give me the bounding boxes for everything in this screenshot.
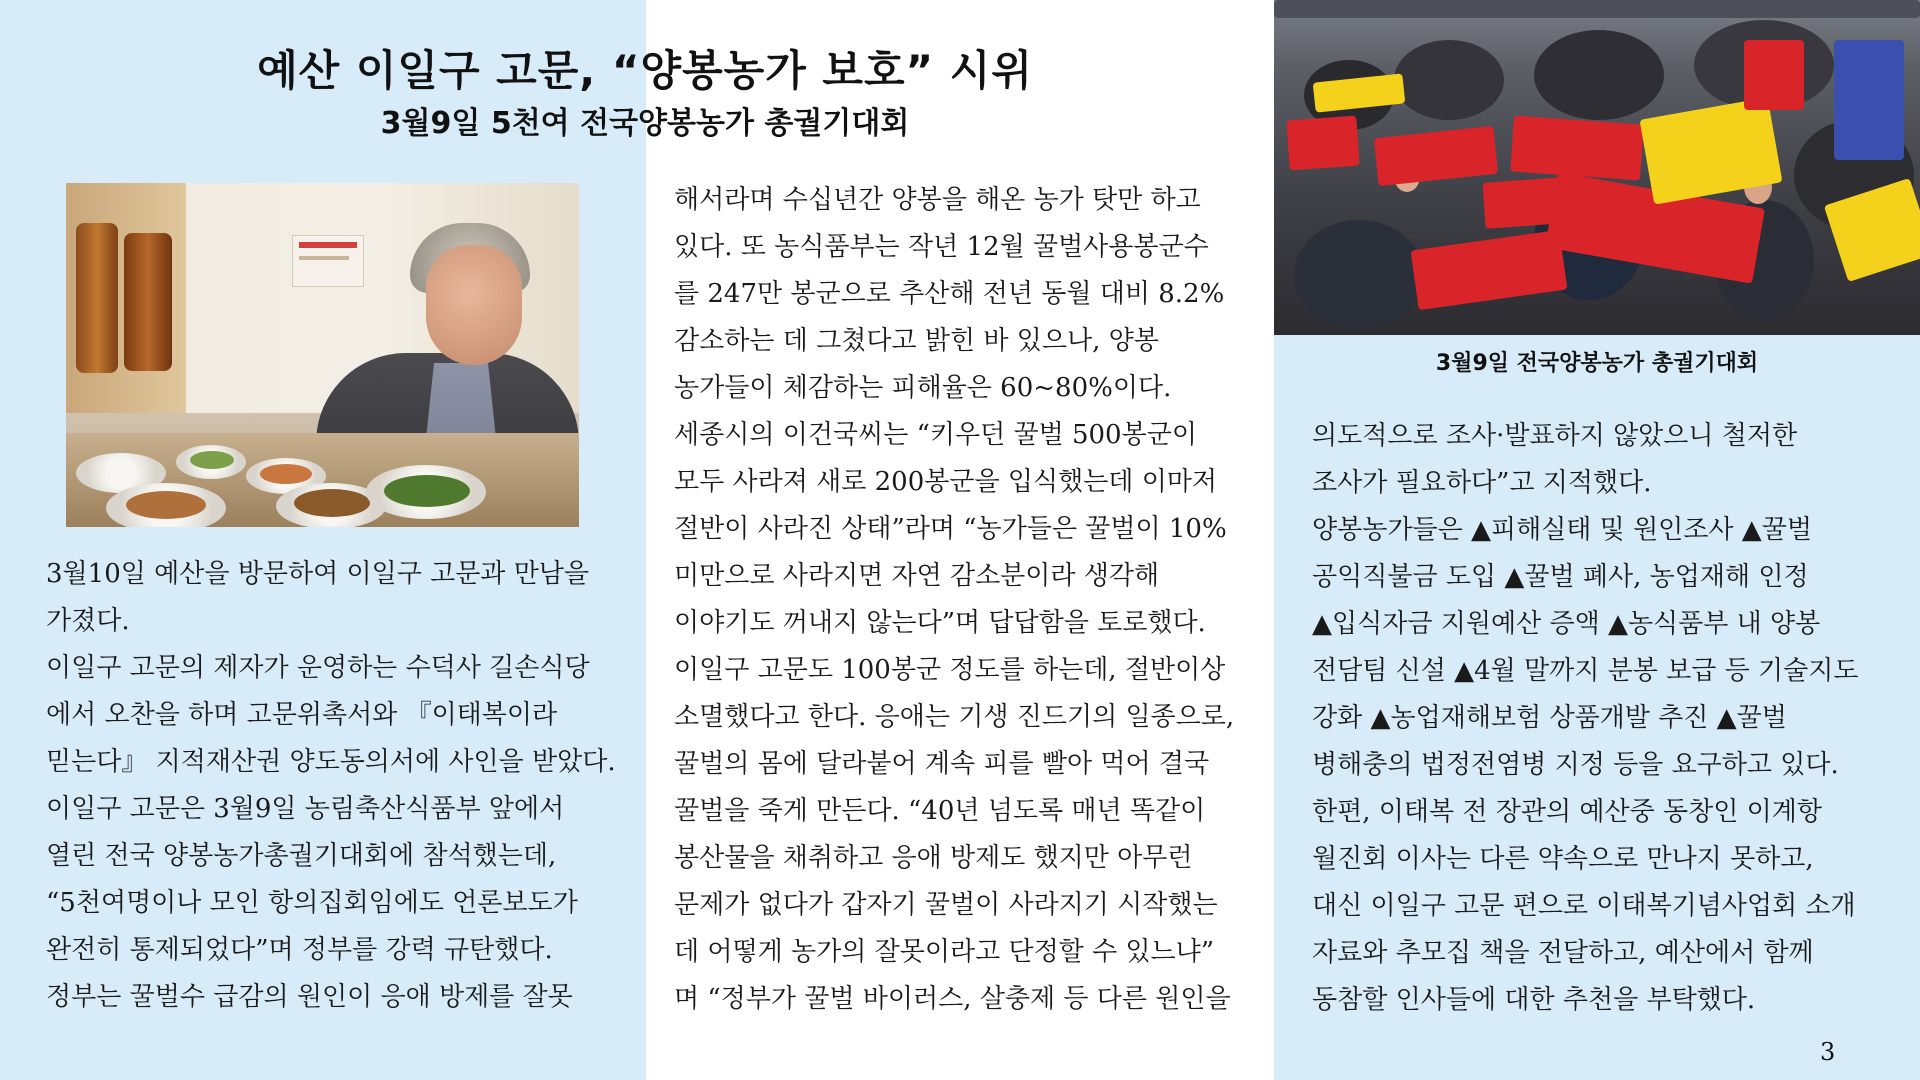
text-line: 소멸했다고 한다. 응애는 기생 진드기의 일종으로, xyxy=(674,702,1235,732)
photo-food xyxy=(260,464,312,484)
text-line: 대신 이일구 고문 편으로 이태복기념사업회 소개 xyxy=(1312,891,1856,921)
text-line: 문제가 없다가 갑자기 꿀벌이 사라지기 시작했는 xyxy=(674,890,1218,920)
article-headline: 예산 이일구 고문, “양봉농가 보호” 시위 xyxy=(257,46,1033,95)
text-line: 이야기도 꺼내지 않는다”며 답답함을 토로했다. xyxy=(674,608,1206,638)
protest-sign xyxy=(1411,230,1568,310)
text-line: 이일구 고문은 3월9일 농림축산식품부 앞에서 xyxy=(46,794,565,824)
text-line: 농가들이 체감하는 피해율은 60~80%이다. xyxy=(674,373,1172,403)
text-line: 며 “정부가 꿀벌 바이러스, 살충제 등 다른 원인을 xyxy=(674,984,1231,1014)
text-line: 의도적으로 조사·발표하지 않았으니 철저한 xyxy=(1312,421,1798,451)
page-number: 3 xyxy=(1820,1038,1836,1066)
portrait-photo xyxy=(66,183,579,527)
text-line: 데 어떻게 농가의 잘못이라고 단정할 수 있느냐” xyxy=(674,937,1215,967)
article-column-2 xyxy=(674,177,1264,1023)
text-line: 공익직불금 도입 ▲꿀벌 폐사, 농업재해 인정 xyxy=(1312,562,1809,592)
text-line: 정부는 꿀벌수 급감의 원인이 응애 방제를 잘못 xyxy=(46,982,573,1012)
text-line: 세종시의 이건국씨는 “키우던 꿀벌 500봉군이 xyxy=(674,420,1197,450)
text-line: 꿀벌의 몸에 달라붙어 계속 피를 빨아 먹어 결국 xyxy=(674,749,1210,779)
text-line: 동참할 인사들에 대한 추천을 부탁했다. xyxy=(1312,985,1756,1015)
text-line: 에서 오찬을 하며 고문위촉서와 『이태복이라 xyxy=(46,700,558,730)
text-line: 이일구 고문도 100봉군 정도를 하는데, 절반이상 xyxy=(674,655,1226,685)
text-line: 감소하는 데 그쳤다고 밝힌 바 있으나, 양봉 xyxy=(674,326,1159,356)
photo-jar xyxy=(76,223,118,373)
photo-caption: 3월9일 전국양봉농가 총궐기대회 xyxy=(1435,351,1759,376)
article-column-3 xyxy=(1312,413,1912,1024)
text-line: 병해충의 법정전염병 지정 등을 요구하고 있다. xyxy=(1312,750,1839,780)
text-line: 강화 ▲농업재해보험 상품개발 추진 ▲꿀벌 xyxy=(1312,703,1787,733)
photo-top-street xyxy=(1274,0,1920,18)
text-line: 한편, 이태복 전 장관의 예산중 동창인 이계항 xyxy=(1312,797,1822,827)
text-line: 꿀벌을 죽게 만든다. “40년 넘도록 매년 똑같이 xyxy=(674,796,1206,826)
photo-crowd xyxy=(1534,30,1664,120)
text-line: 이일구 고문의 제자가 운영하는 수덕사 길손식당 xyxy=(46,653,590,683)
photo-food xyxy=(384,475,470,507)
photo-crowd xyxy=(1394,40,1504,120)
photo-food xyxy=(126,491,206,519)
protest-sign xyxy=(1374,126,1498,186)
text-line: 모두 사라져 새로 200봉군을 입식했는데 이마저 xyxy=(674,467,1218,497)
protest-banner xyxy=(1744,40,1804,110)
text-line: 양봉농가들은 ▲피해실태 및 원인조사 ▲꿀벌 xyxy=(1312,515,1813,545)
protest-banner xyxy=(1834,40,1904,160)
text-line: ▲입식자금 지원예산 증액 ▲농식품부 내 양봉 xyxy=(1312,609,1821,639)
text-line: 3월10일 예산을 방문하여 이일구 고문과 만남을 xyxy=(46,559,590,589)
photo-food xyxy=(190,451,234,469)
text-line: 있다. 또 농식품부는 작년 12월 꿀벌사용봉군수 xyxy=(674,232,1209,262)
photo-person-face xyxy=(426,245,522,365)
photo-food xyxy=(294,489,370,517)
photo-wall-sign xyxy=(292,235,364,287)
text-line: 봉산물을 채취하고 응애 방제도 했지만 아무런 xyxy=(674,843,1193,873)
text-line: 해서라며 수십년간 양봉을 해온 농가 탓만 하고 xyxy=(674,185,1201,215)
text-line: “5천여명이나 모인 항의집회임에도 언론보도가 xyxy=(46,888,578,918)
text-line: 미만으로 사라지면 자연 감소분이라 생각해 xyxy=(674,561,1160,591)
article-subheadline: 3월9일 5천여 전국양봉농가 총궐기대회 xyxy=(380,106,910,141)
protest-sign xyxy=(1286,116,1359,171)
text-line: 월진회 이사는 다른 약속으로 만나지 못하고, xyxy=(1312,844,1814,874)
article-column-1 xyxy=(46,551,636,1021)
text-line: 가졌다. xyxy=(46,606,130,636)
photo-crowd xyxy=(1294,220,1424,330)
text-line: 조사가 필요하다”고 지적했다. xyxy=(1312,468,1652,498)
text-line: 를 247만 봉군으로 추산해 전년 동월 대비 8.2% xyxy=(674,279,1225,309)
text-line: 완전히 통제되었다”며 정부를 강력 규탄했다. xyxy=(46,935,553,965)
text-line: 믿는다』 지적재산권 양도동의서에 사인을 받았다. xyxy=(46,747,616,777)
text-line: 전담팀 신설 ▲4월 말까지 분봉 보급 등 기술지도 xyxy=(1312,656,1859,686)
protest-photo xyxy=(1274,0,1920,335)
text-line: 절반이 사라진 상태”라며 “농가들은 꿀벌이 10% xyxy=(674,514,1227,544)
text-line: 자료와 추모집 책을 전달하고, 예산에서 함께 xyxy=(1312,938,1814,968)
text-line: 열린 전국 양봉농가총궐기대회에 참석했는데, xyxy=(46,841,557,871)
photo-jar xyxy=(124,233,172,371)
protest-sign xyxy=(1510,116,1644,181)
